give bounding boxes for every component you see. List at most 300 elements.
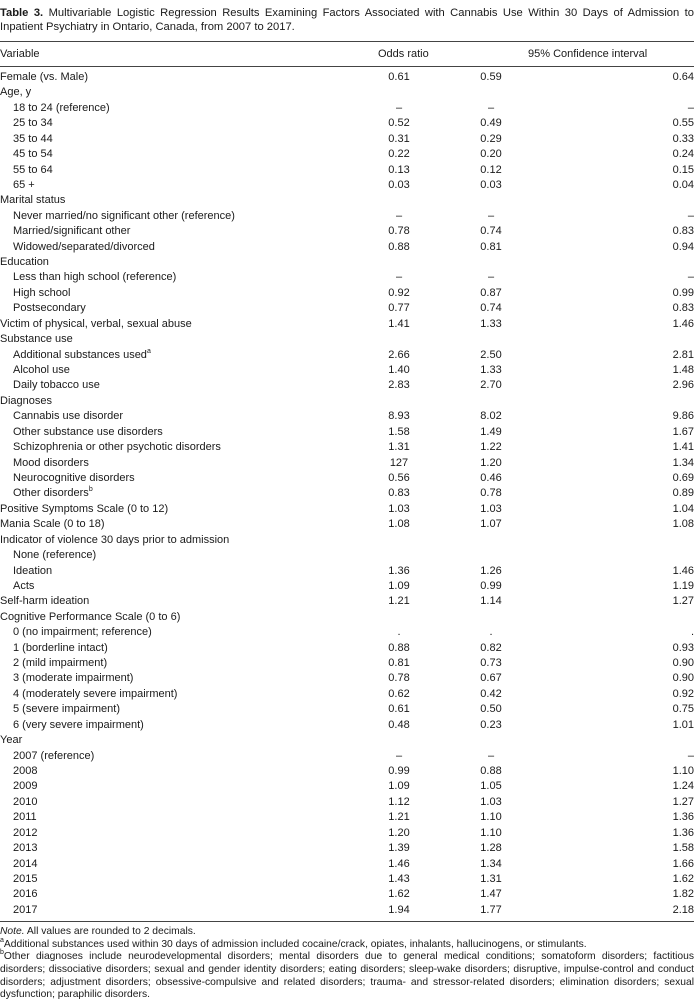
variable-cell [0,749,370,764]
table-row [0,332,694,347]
odds-ratio-cell: 1.46 [388,857,410,870]
ci-upper-cell: 1.04 [672,502,694,515]
ci-upper-cell: 9.86 [672,410,694,423]
variable-cell [0,471,370,486]
odds-ratio-cell [370,733,428,748]
table-row [0,564,694,579]
odds-ratio-cell: 1.20 [388,826,410,839]
odds-ratio-cell: 1.08 [388,518,410,531]
variable-label: 65 + [13,178,35,191]
variable-label: 2013 [13,842,38,855]
ci-upper-cell: 1.34 [672,456,694,469]
ci-lower-cell: 1.34 [480,857,502,870]
ci-upper-cell: 2.81 [672,348,694,361]
table-row [0,687,694,702]
variable-cell [0,656,370,671]
odds-ratio-cell: 0.61 [388,703,410,716]
ci-lower-cell [428,394,554,409]
ci-lower-cell: 0.42 [480,687,502,700]
variable-label: 2 (mild impairment) [13,657,108,670]
variable-label: Daily tobacco use [13,379,100,392]
ci-upper-cell: 2.18 [672,903,694,916]
odds-ratio-cell: – [395,209,403,222]
ci-lower-cell: 0.74 [480,302,502,315]
variable-cell [0,224,370,239]
odds-ratio-cell: 0.83 [388,487,410,500]
variable-label: Ideation [13,564,53,577]
variable-cell [0,826,370,841]
ci-lower-cell [428,733,554,748]
ci-upper-cell: 1.62 [672,872,694,885]
odds-ratio-cell: 1.58 [388,425,410,438]
ci-lower-cell: 1.10 [480,811,502,824]
odds-ratio-cell: 0.78 [388,225,410,238]
odds-ratio-cell: 0.13 [388,163,410,176]
ci-upper-cell: 0.93 [672,641,694,654]
ci-upper-cell: – [687,749,694,762]
variable-label: Schizophrenia or other psychotic disorders [13,441,221,454]
ci-upper-cell: 1.66 [672,857,694,870]
ci-lower-cell [428,332,554,347]
variable-cell [0,425,370,440]
ci-upper-cell [554,610,694,625]
table-row [0,224,694,239]
table-row [0,163,694,178]
ci-upper-cell: 1.46 [672,564,694,577]
table-row [0,70,694,85]
table-row [0,810,694,825]
variable-cell [0,641,370,656]
odds-ratio-cell: 0.48 [388,718,410,731]
odds-ratio-cell [370,332,428,347]
variable-label: 2007 (reference) [13,749,95,762]
odds-ratio-cell: . [397,626,401,639]
variable-label: Widowed/separated/divorced [13,240,155,253]
table-row [0,548,694,563]
odds-ratio-cell [370,548,428,563]
ci-lower-cell: 1.03 [480,502,502,515]
footnote-a-text: Additional substances used within 30 days of admission included cocaine/crack, opiates, inhalants, hallucinogens, or stimulants. [3,938,587,950]
variable-cell [0,101,370,116]
header-odds-ratio: Odds ratio [378,48,429,60]
ci-lower-cell: 0.67 [480,672,502,685]
variable-label: Cannabis use disorder [13,410,124,423]
variable-cell [0,270,370,285]
ci-upper-cell: 0.64 [672,71,694,83]
table-row [0,270,694,285]
table-row [0,764,694,779]
ci-lower-cell: 1.77 [480,903,502,916]
table-row [0,702,694,717]
variable-cell [0,687,370,702]
odds-ratio-cell: 127 [389,456,409,469]
ci-lower-cell: 0.73 [480,657,502,670]
header-rule [0,66,694,67]
odds-ratio-cell: 0.81 [388,657,410,670]
table-row [0,255,694,270]
variable-label: 3 (moderate impairment) [13,672,134,685]
variable-label: Mood disorders [13,456,89,469]
ci-upper-cell [554,85,694,100]
ci-lower-cell: – [487,209,495,222]
table-row [0,502,694,517]
table-row [0,456,694,471]
table-row [0,240,694,255]
ci-upper-cell: – [687,209,694,222]
odds-ratio-cell: 1.31 [388,441,410,454]
table-row [0,594,694,609]
odds-ratio-cell: 0.52 [388,117,410,130]
table-row [0,101,694,116]
table-row [0,718,694,733]
note-general [0,926,694,939]
ci-lower-cell [428,85,554,100]
table-row [0,378,694,393]
ci-upper-cell [554,332,694,347]
table-row [0,409,694,424]
ci-upper-cell: 0.24 [672,148,694,161]
variable-label: 2014 [13,857,38,870]
table-row [0,425,694,440]
table-row [0,85,694,100]
ci-lower-cell: 0.12 [480,163,502,176]
ci-upper-cell: . [690,626,694,639]
ci-upper-cell: 0.75 [672,703,694,716]
odds-ratio-cell [370,533,428,548]
variable-cell [0,193,370,208]
ci-upper-cell: 0.83 [672,225,694,238]
table-row [0,749,694,764]
ci-upper-cell [554,533,694,548]
odds-ratio-cell: 1.36 [388,564,410,577]
odds-ratio-cell: 0.88 [388,641,410,654]
table-row [0,394,694,409]
variable-label: 6 (very severe impairment) [13,718,144,731]
variable-label: 2016 [13,888,38,901]
ci-upper-cell: 0.69 [672,471,694,484]
note-text: All values are rounded to 2 decimals. [26,926,196,938]
ci-lower-cell: 0.46 [480,471,502,484]
variable-cell [0,286,370,301]
ci-lower-cell: 0.87 [480,286,502,299]
ci-lower-cell: 1.47 [480,888,502,901]
variable-label: 2015 [13,872,38,885]
table-caption [0,6,694,34]
variable-label: 5 (severe impairment) [13,703,120,716]
ci-lower-cell: 1.05 [480,780,502,793]
variable-label: Other substance use disorders [13,425,163,438]
ci-lower-cell: 0.81 [480,240,502,253]
ci-upper-cell: – [687,101,694,114]
ci-lower-cell: 2.50 [480,348,502,361]
table-row [0,579,694,594]
variable-label: Other disorders [13,487,89,500]
ci-lower-cell: 1.49 [480,425,502,438]
ci-upper-cell: 1.10 [672,764,694,777]
variable-cell [0,332,370,347]
odds-ratio-cell: 1.39 [388,842,410,855]
variable-label: 45 to 54 [13,148,53,161]
odds-ratio-cell: 0.99 [388,764,410,777]
table-row [0,826,694,841]
variable-cell [0,533,370,548]
odds-ratio-cell: – [395,271,403,284]
ci-upper-cell: 0.04 [672,178,694,191]
ci-lower-cell: – [487,101,495,114]
ci-lower-cell: 1.33 [480,364,502,377]
odds-ratio-cell: 0.31 [388,132,410,145]
variable-label: Self-harm ideation [0,595,90,608]
table-row [0,733,694,748]
variable-label: Year [0,734,23,747]
odds-ratio-cell: 1.41 [388,317,410,330]
ci-lower-cell: 1.26 [480,564,502,577]
variable-cell [0,517,370,532]
variable-cell [0,456,370,471]
ci-upper-cell: 0.92 [672,687,694,700]
footnote-a [0,936,694,952]
variable-label: Alcohol use [13,364,70,377]
ci-upper-cell: 1.46 [672,317,694,330]
ci-upper-cell: – [687,271,694,284]
odds-ratio-cell [370,394,428,409]
odds-ratio-cell: 1.09 [388,579,410,592]
variable-cell [0,733,370,748]
odds-ratio-cell [370,85,428,100]
odds-ratio-cell: 0.61 [388,71,410,83]
odds-ratio-cell [370,193,428,208]
ci-lower-cell: – [487,749,495,762]
variable-cell [0,301,370,316]
odds-ratio-cell: 0.88 [388,240,410,253]
odds-ratio-cell: 0.22 [388,148,410,161]
variable-cell [0,363,370,378]
ci-upper-cell: 1.67 [672,425,694,438]
ci-upper-cell: 1.01 [672,718,694,731]
variable-cell [0,409,370,424]
ci-upper-cell: 1.19 [672,579,694,592]
odds-ratio-cell: 1.43 [388,872,410,885]
variable-label: 2017 [13,903,38,916]
ci-upper-cell [554,394,694,409]
ci-lower-cell: 0.23 [480,718,502,731]
ci-lower-cell: 0.03 [480,178,502,191]
variable-label: Mania Scale (0 to 18) [0,518,105,531]
ci-lower-cell: – [487,271,495,284]
variable-cell [0,486,370,501]
header-confidence-interval: 95% Confidence interval [528,48,648,60]
variable-label: 18 to 24 (reference) [13,101,110,114]
variable-cell [0,702,370,717]
odds-ratio-cell: 1.09 [388,780,410,793]
ci-lower-cell: 1.31 [480,872,502,885]
ci-upper-cell: 0.83 [672,302,694,315]
odds-ratio-cell: 1.12 [388,795,410,808]
ci-upper-cell: 0.90 [672,672,694,685]
table-row [0,857,694,872]
table-row [0,841,694,856]
ci-lower-cell: 0.29 [480,132,502,145]
ci-upper-cell: 2.96 [672,379,694,392]
variable-label: Indicator of violence 30 days prior to admission [0,533,230,546]
table-row [0,517,694,532]
variable-cell [0,317,370,332]
variable-label: Education [0,256,49,269]
ci-upper-cell: 1.48 [672,364,694,377]
variable-label: Acts [13,579,35,592]
footnote-b [0,951,694,1001]
odds-ratio-cell: – [395,749,403,762]
ci-lower-cell: 0.74 [480,225,502,238]
odds-ratio-cell: – [395,101,403,114]
odds-ratio-cell: 0.03 [388,178,410,191]
ci-upper-cell: 1.36 [672,826,694,839]
variable-label: 2008 [13,764,38,777]
variable-label: Married/significant other [13,225,131,238]
ci-lower-cell [428,193,554,208]
variable-label: 0 (no impairment; reference) [13,626,152,639]
odds-ratio-cell: 1.62 [388,888,410,901]
odds-ratio-cell: 0.92 [388,286,410,299]
ci-lower-cell: 0.20 [480,148,502,161]
ci-upper-cell [554,733,694,748]
table-row [0,317,694,332]
ci-lower-cell: 1.28 [480,842,502,855]
odds-ratio-cell: 1.21 [388,595,410,608]
table-row [0,440,694,455]
table-row [0,872,694,887]
ci-upper-cell: 1.27 [672,795,694,808]
table-row [0,209,694,224]
variable-cell [0,764,370,779]
odds-ratio-cell: 1.94 [388,903,410,916]
odds-ratio-cell: 2.83 [388,379,410,392]
ci-upper-cell [554,548,694,563]
ci-upper-cell [554,193,694,208]
ci-lower-cell [428,255,554,270]
ci-lower-cell: 0.88 [480,764,502,777]
ci-upper-cell: 0.15 [672,163,694,176]
variable-cell [0,810,370,825]
ci-upper-cell: 0.89 [672,487,694,500]
footnote-a-mark: a [0,936,4,944]
ci-lower-cell [428,548,554,563]
variable-label: Diagnoses [0,394,52,407]
table-row [0,486,694,501]
table-body [0,70,694,918]
table-row [0,795,694,810]
table-row [0,193,694,208]
ci-lower-cell: 8.02 [480,410,502,423]
variable-cell [0,548,370,563]
odds-ratio-cell: 0.78 [388,672,410,685]
ci-lower-cell: 0.49 [480,117,502,130]
results-table [0,70,694,918]
variable-label: None (reference) [13,549,97,562]
odds-ratio-cell: 0.77 [388,302,410,315]
variable-cell [0,178,370,193]
variable-label: 25 to 34 [13,117,53,130]
variable-label: 4 (moderately severe impairment) [13,687,178,700]
variable-label: Postsecondary [13,302,86,315]
ci-upper-cell: 1.36 [672,811,694,824]
variable-label: Additional substances used [13,348,147,361]
ci-lower-cell: 1.07 [480,518,502,531]
table-row [0,533,694,548]
variable-cell [0,610,370,625]
variable-label: High school [13,286,71,299]
variable-label: Positive Symptoms Scale (0 to 12) [0,502,169,515]
variable-label: 55 to 64 [13,163,53,176]
variable-cell [0,671,370,686]
odds-ratio-cell: 1.40 [388,364,410,377]
variable-cell [0,132,370,147]
odds-ratio-cell [370,610,428,625]
variable-label: Cognitive Performance Scale (0 to 6) [0,610,181,623]
variable-label: Neurocognitive disorders [13,471,135,484]
variable-cell [0,887,370,902]
table-title: Multivariable Logistic Regression Results Examining Factors Associated with Cannabis Use Within 30 Days of Admission to Inpatient Psychiatry in Ontario, Canada, from 2007 to 2017. [0,7,694,33]
variable-label: Victim of physical, verbal, sexual abuse [0,317,192,330]
table-row [0,625,694,640]
table-row [0,656,694,671]
variable-cell [0,85,370,100]
odds-ratio-cell [370,255,428,270]
variable-cell [0,564,370,579]
footnote-marker: a [146,347,151,355]
table-row [0,348,694,363]
variable-cell [0,394,370,409]
variable-cell [0,841,370,856]
odds-ratio-cell: 0.56 [388,471,410,484]
variable-label: Age, y [0,86,32,99]
footnote-marker: b [88,486,93,494]
variable-cell [0,209,370,224]
variable-cell [0,857,370,872]
variable-cell [0,795,370,810]
variable-cell [0,594,370,609]
variable-label: 2010 [13,795,38,808]
ci-upper-cell [554,255,694,270]
ci-lower-cell: 0.50 [480,703,502,716]
ci-lower-cell: 0.82 [480,641,502,654]
table-row [0,132,694,147]
variable-cell [0,440,370,455]
ci-lower-cell: 1.22 [480,441,502,454]
ci-upper-cell: 0.94 [672,240,694,253]
header-variable: Variable [0,48,40,60]
ci-upper-cell: 1.24 [672,780,694,793]
variable-label: Female (vs. Male) [0,71,89,83]
ci-lower-cell: 0.78 [480,487,502,500]
ci-lower-cell [428,533,554,548]
table-row [0,471,694,486]
variable-label: Substance use [0,333,73,346]
variable-cell [0,147,370,162]
table-row [0,301,694,316]
odds-ratio-cell: 2.66 [388,348,410,361]
variable-cell [0,163,370,178]
table-row [0,363,694,378]
variable-label: 35 to 44 [13,132,53,145]
table-row [0,178,694,193]
odds-ratio-cell: 1.21 [388,811,410,824]
note-label: Note. [0,926,25,938]
variable-cell [0,348,370,363]
ci-lower-cell: 0.99 [480,579,502,592]
table-row [0,147,694,162]
variable-cell [0,903,370,918]
